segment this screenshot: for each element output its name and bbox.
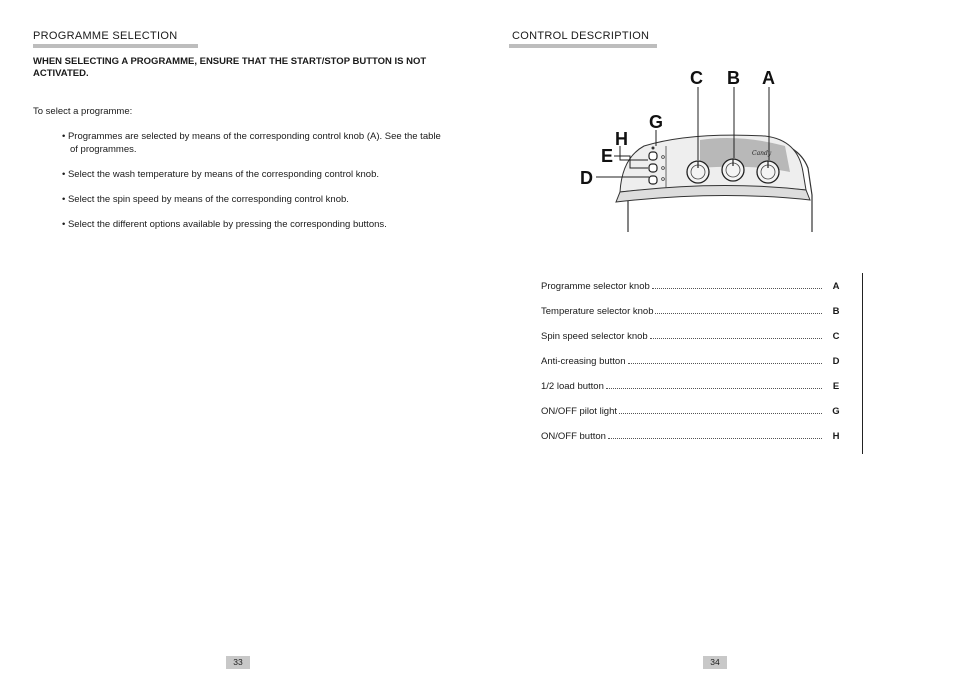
programme-intro: To select a programme:	[33, 106, 133, 117]
legend-row	[541, 355, 851, 380]
legend-row	[541, 305, 851, 330]
leader-dots	[606, 380, 822, 389]
temperature-knob-shape	[722, 159, 744, 181]
programme-warning: WHEN SELECTING A PROGRAMME, ENSURE THAT THE START/STOP BUTTON IS NOT ACTIVATED.	[33, 56, 427, 79]
programme-step: • Select the different options available by pressing the corresponding buttons.	[62, 219, 387, 230]
control-legend	[541, 280, 851, 455]
leader-dots	[650, 330, 822, 339]
programme-step: • Select the spin speed by means of the corresponding control knob.	[62, 194, 349, 205]
right-page-heading: CONTROL DESCRIPTION	[512, 30, 650, 42]
legend-row	[541, 280, 851, 305]
on-off-button-shape	[649, 152, 657, 160]
half-load-button-shape	[649, 164, 657, 172]
anti-crease-button-shape	[649, 176, 657, 184]
legend-label: Temperature selector knob	[541, 306, 654, 317]
legend-row	[541, 330, 851, 355]
legend-label: ON/OFF button	[541, 431, 606, 442]
legend-label: Programme selector knob	[541, 281, 650, 292]
brand-logo: Candy	[752, 150, 772, 157]
leader-dots	[652, 280, 822, 289]
programme-step: • Select the wash temperature by means of the corresponding control knob.	[62, 169, 380, 180]
legend-label: 1/2 load button	[541, 381, 604, 392]
left-heading-bar	[33, 44, 198, 48]
callout-a: A	[762, 68, 775, 88]
right-heading-bar	[509, 44, 657, 48]
legend-row	[541, 405, 851, 430]
leader-dots	[619, 405, 822, 414]
callout-e: E	[601, 146, 614, 166]
leader-dots	[628, 355, 823, 364]
programme-steps-list	[62, 130, 450, 243]
callout-g: G	[649, 112, 664, 132]
legend-letter: B	[832, 306, 840, 317]
legend-letter: D	[832, 356, 840, 367]
legend-letter: H	[832, 431, 840, 442]
programme-step: • Programmes are selected by means of the corresponding control knob (A). See the table of programmes.	[62, 131, 441, 155]
legend-row	[541, 430, 851, 455]
legend-row	[541, 380, 851, 405]
callout-b: B	[727, 68, 740, 88]
legend-letter: E	[832, 381, 840, 392]
legend-label: Anti-creasing button	[541, 356, 626, 367]
control-panel-diagram	[570, 60, 820, 235]
left-page-heading: PROGRAMME SELECTION	[33, 30, 178, 42]
callout-c: C	[690, 68, 703, 88]
legend-label: ON/OFF pilot light	[541, 406, 618, 417]
leader-dots	[608, 430, 822, 439]
left-page-number: 33	[226, 656, 250, 669]
legend-letter: G	[832, 406, 840, 417]
legend-label: Spin speed selector knob	[541, 331, 648, 342]
callout-d: D	[580, 168, 593, 188]
legend-letter: C	[832, 331, 840, 342]
programme-knob-shape	[757, 161, 779, 183]
pilot-light-shape	[652, 147, 655, 150]
right-page-number: 34	[703, 656, 727, 669]
legend-vertical-rule	[862, 273, 863, 454]
leader-dots	[655, 305, 822, 314]
spin-speed-knob-shape	[687, 161, 709, 183]
legend-letter: A	[832, 281, 840, 292]
callout-h: H	[615, 129, 628, 149]
